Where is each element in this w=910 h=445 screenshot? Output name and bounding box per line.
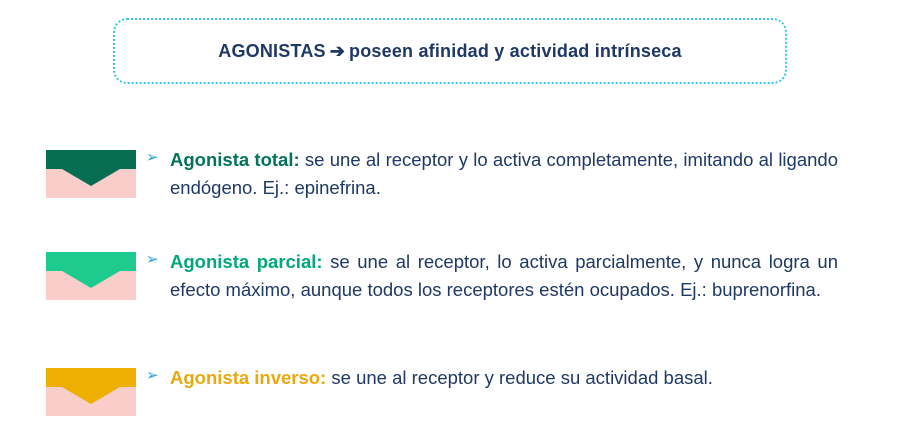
bullet-arrow-icon: ➢ bbox=[146, 149, 159, 166]
envelope-band bbox=[46, 252, 136, 271]
bullet-arrow-icon: ➢ bbox=[146, 251, 159, 268]
bullet-text bbox=[170, 364, 838, 392]
envelope-band bbox=[46, 150, 136, 169]
bullet-label: Agonista inverso: bbox=[170, 367, 327, 388]
envelope-icon bbox=[46, 252, 136, 300]
bullet-body: se une al receptor, lo activa parcialmente, y nunca logra un efecto máximo, aunque todos los receptores estén ocupados. Ej.: buprenorfina. bbox=[170, 251, 838, 300]
bullet-text bbox=[170, 146, 838, 202]
bullet-body: se une al receptor y reduce su actividad basal. bbox=[331, 367, 713, 388]
bullet-label: Agonista parcial: bbox=[170, 251, 323, 272]
envelope-band bbox=[46, 368, 136, 387]
title-rest: poseen afinidad y actividad intrínseca bbox=[349, 40, 682, 61]
envelope-flap bbox=[62, 271, 120, 288]
envelope-flap bbox=[62, 387, 120, 404]
right-arrow-icon: ➔ bbox=[329, 40, 346, 61]
title-prefix: AGONISTAS bbox=[218, 40, 326, 61]
bullet-arrow-icon: ➢ bbox=[146, 367, 159, 384]
envelope-flap bbox=[62, 169, 120, 186]
title-box bbox=[113, 18, 787, 84]
page-title bbox=[218, 41, 681, 62]
bullet-text bbox=[170, 248, 838, 304]
envelope-icon bbox=[46, 150, 136, 198]
bullet-label: Agonista total: bbox=[170, 149, 300, 170]
envelope-icon bbox=[46, 368, 136, 416]
bullet-body: se une al receptor y lo activa completamente, imitando al ligando endógeno. Ej.: epinefrina. bbox=[170, 149, 838, 198]
